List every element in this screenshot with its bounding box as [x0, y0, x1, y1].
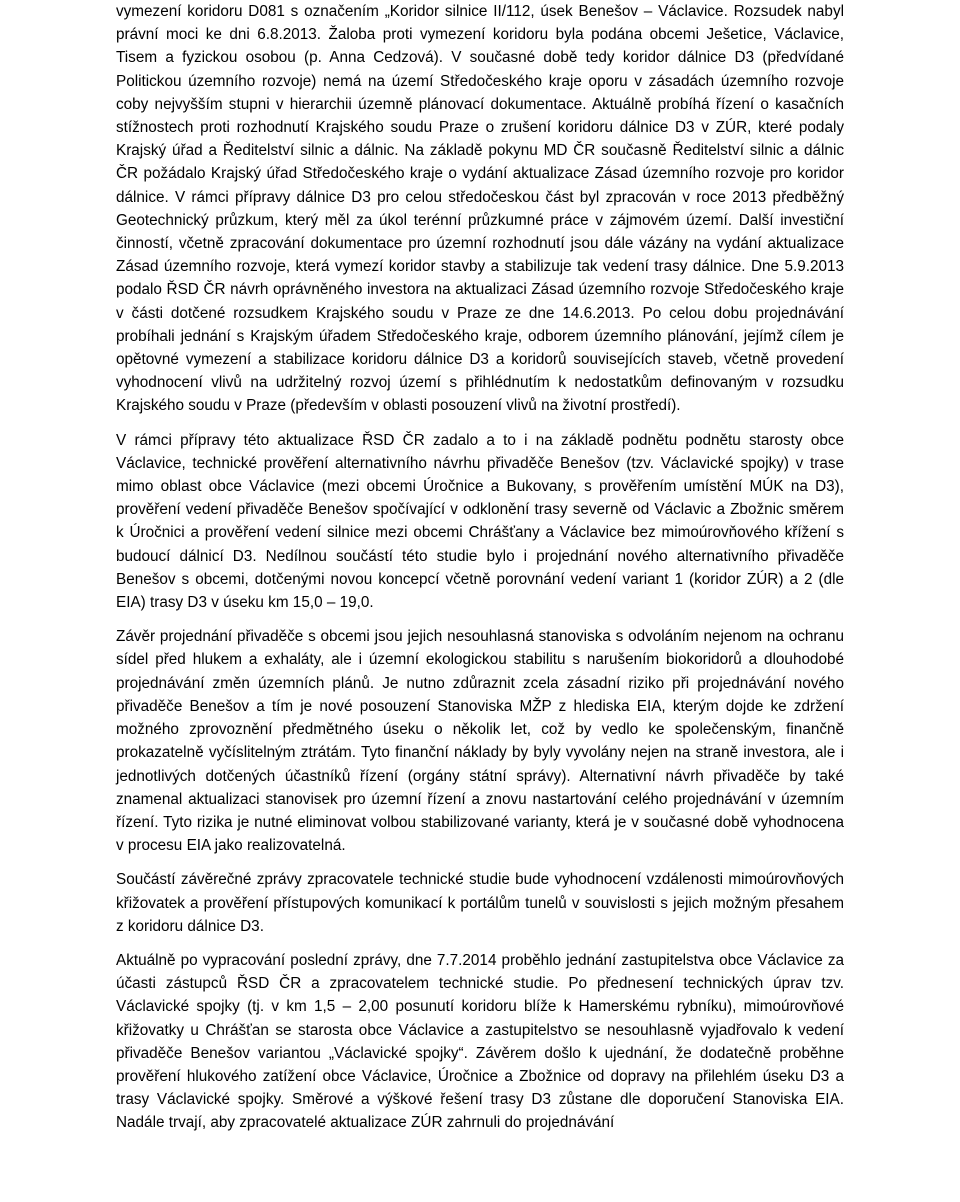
- paragraph-negotiation-conclusion: Závěr projednání přivaděče s obcemi jsou jejich nesouhlasná stanoviska s odvoláním nejenom na ochranu sídel před hlukem a exhaláty, ale i územní ekologickou stabilitu s narušením biokoridorů a dlouhodobé projednávání změn územních plánů. Je nutno zdůraznit zcela zásadní riziko při projednávání nového přivaděče Benešov a tím je nové posouzení Stanoviska MŽP z hlediska EIA, kterým dojde ke zdržení možného zprovoznění předmětného úseku o několik let, což by vedlo ke společenským, finančně prokazatelně vyčíslitelným ztrátám. Tyto finanční náklady by byly vyvolány nejen na straně investora, ale i jednotlivých dotčených účastníků řízení (orgány státní správy). Alternativní návrh přivaděče by také znamenal aktualizaci stanovisek pro územní řízení a znovu nastartování celého projednávání v územním řízení. Tyto rizika je nutné eliminovat volbou stabilizované varianty, která je v současné době vyhodnocena v procesu EIA jako realizovatelná.: [116, 628, 844, 855]
- paragraph-council-meeting: Aktuálně po vypracování poslední zprávy, dne 7.7.2014 proběhlo jednání zastupitelstva obce Václavice za účasti zástupců ŘSD ČR a zpracovatelem technické studie. Po přednesení technických úprav tzv. Václavické spojky (tj. v km 1,5 – 2,00 posunutí koridoru blíže k Hamerskému rybníku), mimoúrovňové křižovatky u Chrášťan se starosta obce Václavice a zastupitelstvo se nesouhlasně vyjadřovalo k vedení přivaděče Benešov variantou „Václavické spojky“. Závěrem došlo k ujednání, že dodatečně proběhne prověření hlukového zatížení obce Václavice, Úročnice a Zbožnice od dopravy na přilehlém úseku D3 a trasy Václavické spojky. Směrové a výškové řešení trasy D3 zůstane dle doporučení Stanoviska EIA. Nadále trvají, aby zpracovatelé aktualizace ZÚR zahrnuli do projednávání: [116, 951, 844, 1132]
- paragraph-final-report: Součástí závěrečné zprávy zpracovatele technické studie bude vyhodnocení vzdálenosti mimoúrovňových křižovatek a prověření přístupových komunikací k portálům tunelů v souvislosti s jejich možným přesahem z koridoru dálnice D3.: [116, 871, 844, 935]
- paragraph-alternative-feeder-study: V rámci přípravy této aktualizace ŘSD ČR zadalo a to i na základě podnětu podnětu starosty obce Václavice, technické prověření alternativního návrhu přivaděče Benešov (tzv. Václavické spojky) v trase mimo oblast obce Václavice (mezi obcemi Úročnice a Bukovany, s prověřením umístění MÚK na D3), prověření vedení přivaděče Benešov spočívající v odklonění trasy severně od Václavic a Zbožnic směrem k Úročnici a prověření vedení silnice mezi obcemi Chrášťany a Václavice bez mimoúrovňového křížení s budoucí dálnicí D3. Nedílnou součástí této studie bylo i projednání nového alternativního přivaděče Benešov s obcemi, dotčenými novou koncepcí včetně porovnání vedení variant 1 (koridor ZÚR) a 2 (dle EIA) trasy D3 v úseku km 15,0 – 19,0.: [116, 431, 844, 612]
- document-page: [116, 0, 844, 1135]
- paragraph-zur-court-ruling: vymezení koridoru D081 s označením „Koridor silnice II/112, úsek Benešov – Václavice. Rozsudek nabyl právní moci ke dni 6.8.2013. Žaloba proti vymezení koridoru byla podána obcemi Ješetice, Václavice, Tisem a fyzickou osobou (p. Anna Cedzová). V současné době tedy koridor dálnice D3 (předvídané Politickou územního rozvoje) nemá na území Středočeského kraje oporu v zásadách územního rozvoje coby nejvyšším stupni v hierarchii územně plánovací dokumentace. Aktuálně probíhá řízení o kasačních stížnostech proti rozhodnutí Krajského soudu Praze o zrušení koridoru dálnice D3 v ZÚR, které podaly Krajský úřad a Ředitelství silnic a dálnic. Na základě pokynu MD ČR současně Ředitelství silnic a dálnic ČR požádalo Krajský úřad Středočeského kraje o vydání aktualizace Zásad územního rozvoje pro koridor dálnice. V rámci přípravy dálnice D3 pro celou středočeskou část byl zpracován v roce 2013 předběžný Geotechnický průzkum, který měl za úkol terénní průzkumné práce v zájmovém území. Další investiční činností, včetně zpracování dokumentace pro územní rozhodnutí jsou dále vázány na vydání aktualizace Zásad územního rozvoje, která vymezí koridor stavby a stabilizuje tak vedení trasy dálnice. Dne 5.9.2013 podalo ŘSD ČR návrh oprávněného investora na aktualizaci Zásad územního rozvoje Středočeského kraje v části dotčené rozsudkem Krajského soudu v Praze ze dne 14.6.2013. Po celou dobu projednávání probíhali jednání s Krajským úřadem Středočeského kraje, odborem územního plánování, jejímž cílem je opětovné vymezení a stabilizace koridoru dálnice D3 a koridorů souvisejících staveb, včetně provedení vyhodnocení vlivů na udržitelný rozvoj území s přihlédnutím k nedostatkům definovaným v rozsudku Krajského soudu v Praze (především v oblasti posouzení vlivů na životní prostředí).: [116, 3, 844, 415]
